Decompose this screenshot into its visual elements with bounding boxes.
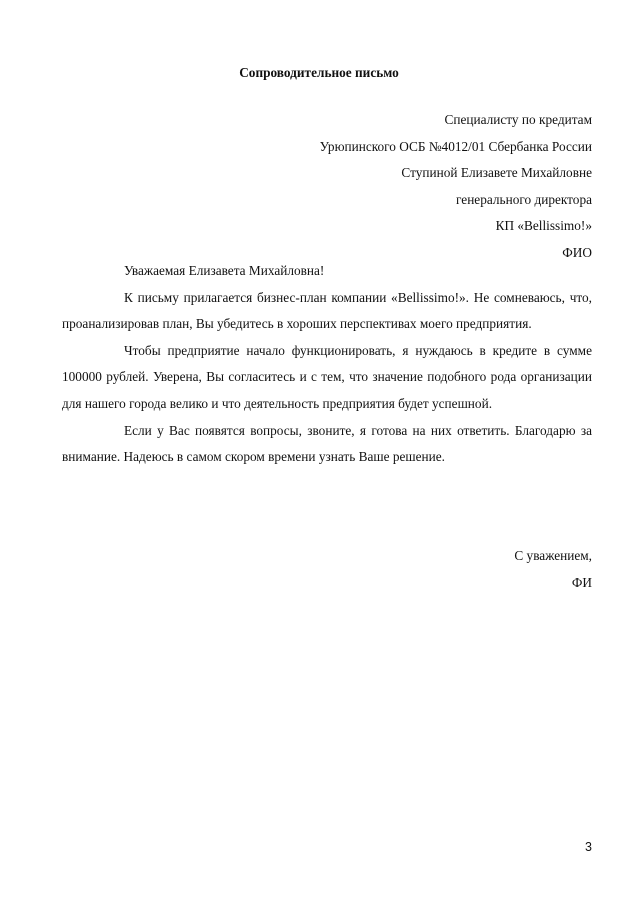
letter-body <box>62 258 592 471</box>
closing-block <box>62 543 592 596</box>
recipient-line: КП «Bellissimo!» <box>495 218 592 234</box>
recipient-line: Урюпинского ОСБ №4012/01 Сбербанка России <box>319 138 592 154</box>
recipient-line: генерального директора <box>456 191 592 207</box>
recipient-line: Специалисту по кредитам <box>444 112 592 127</box>
recipient-line: Ступиной Елизавете Михайловне <box>401 165 592 181</box>
body-paragraph: Чтобы предприятие начало функционировать, я нуждаюсь в кредите в сумме 100000 рублей. Уверена, Вы согласитесь и с тем, что значение подобного рода организации для нашего города велико и что деятельность предприятия будет успешной. <box>62 342 592 411</box>
closing-phrase: С уважением, <box>514 548 592 563</box>
salutation: Уважаемая Елизавета Михайловна! <box>124 263 325 278</box>
body-paragraph: К письму прилагается бизнес-план компании «Bellissimo!». Не сомневаюсь, что, проанализировав план, Вы убедитесь в хороших перспективах моего предприятия. <box>62 289 592 332</box>
signature: ФИ <box>571 574 592 590</box>
letter-title: Сопроводительное письмо <box>239 65 399 80</box>
body-paragraph: Если у Вас появятся вопросы, звоните, я готова на них ответить. Благодарю за внимание. Надеюсь в самом скором времени узнать Ваше решение. <box>62 422 592 465</box>
recipient-block <box>62 107 592 267</box>
recipient-line: ФИО <box>562 244 592 260</box>
page-number: 3 <box>585 840 592 854</box>
